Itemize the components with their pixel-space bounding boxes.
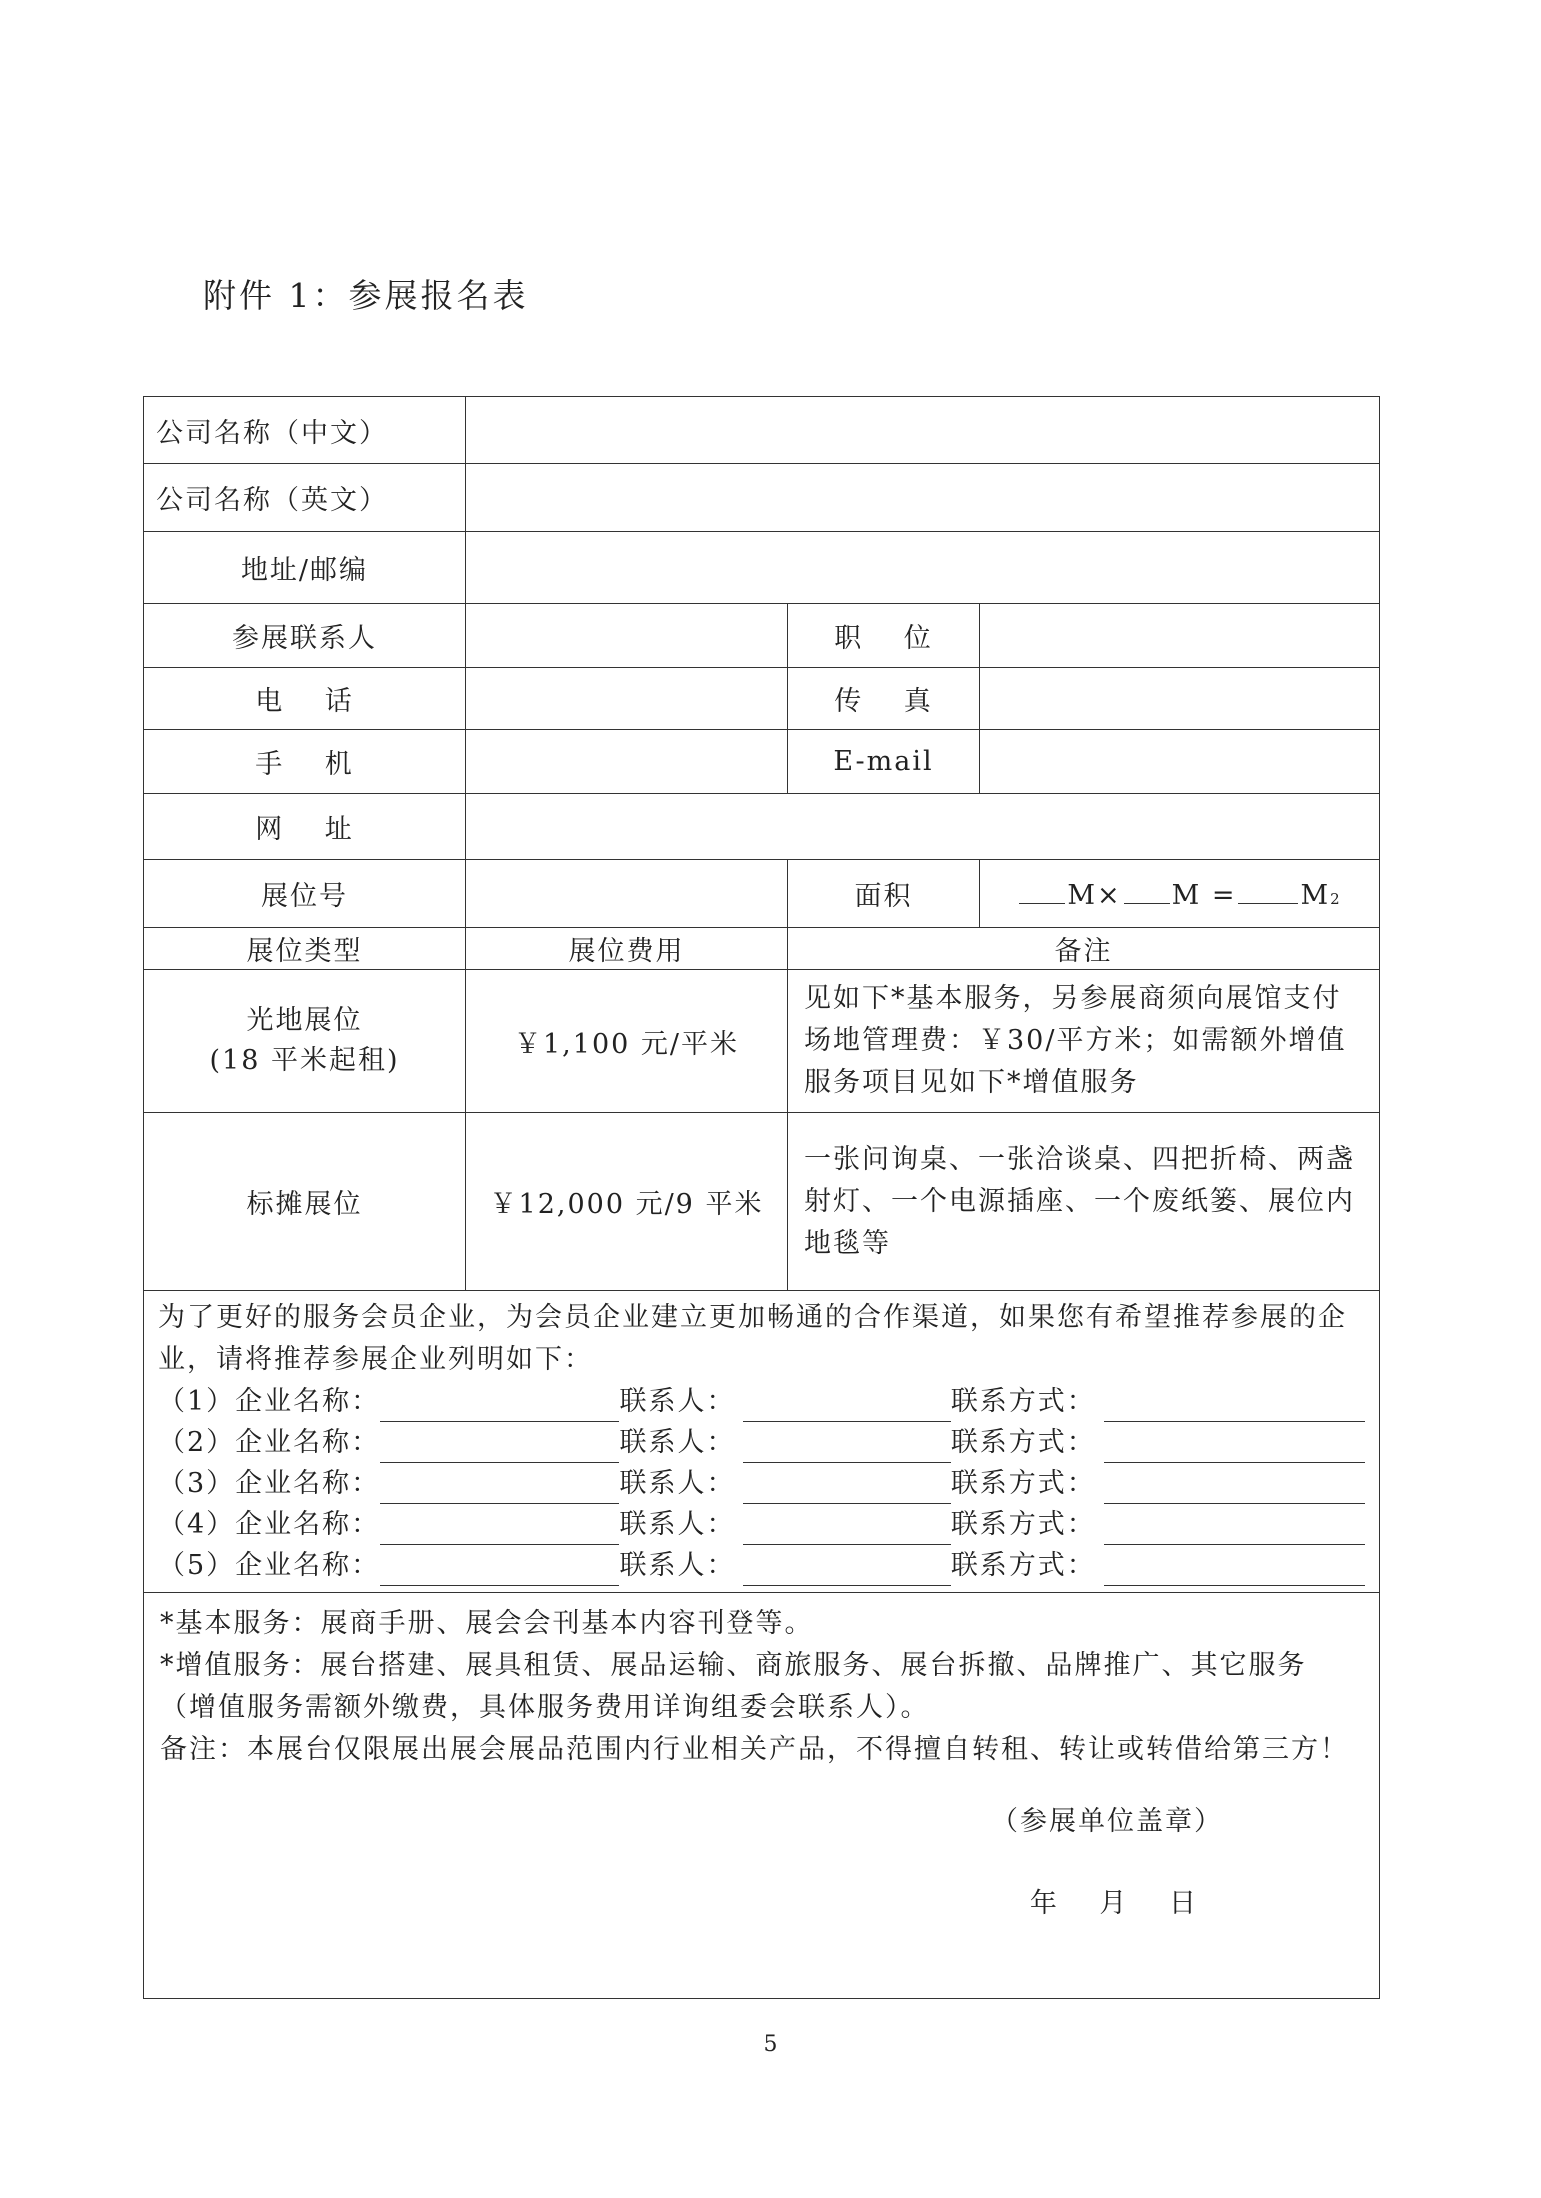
label-booth-no: 展位号	[144, 860, 466, 928]
recommend-company-field[interactable]	[380, 1514, 619, 1545]
fee-header-remark: 备注	[788, 928, 1380, 970]
field-company-cn[interactable]	[466, 397, 1380, 464]
field-area[interactable]	[980, 860, 1380, 928]
recommend-item-4	[158, 1504, 1365, 1545]
recommend-contact-label: 联系人：	[619, 1550, 736, 1581]
field-contact[interactable]	[466, 604, 788, 668]
recommend-company-label: （5）企业名称：	[158, 1550, 381, 1581]
field-position[interactable]	[980, 604, 1380, 668]
fee-raw-type-name: 光地展位	[246, 1005, 363, 1036]
recommend-method-field[interactable]	[1104, 1432, 1365, 1463]
label-phone: 电 话	[144, 668, 466, 730]
recommend-method-field[interactable]	[1104, 1514, 1365, 1545]
label-position: 职 位	[788, 604, 980, 668]
page-number: 5	[763, 2032, 778, 2057]
recommend-contact-field[interactable]	[743, 1514, 950, 1545]
recommend-contact-field[interactable]	[743, 1432, 950, 1463]
area-blank-3[interactable]	[1238, 877, 1298, 904]
fee-standard-remark: 一张问询桌、一张洽谈桌、四把折椅、两盏射灯、一个电源插座、一个废纸篓、展位内地毯等	[788, 1113, 1380, 1291]
form-title: 附件 1：参展报名表	[203, 276, 529, 315]
fee-standard-type: 标摊展位	[144, 1113, 466, 1291]
area-m3: M	[1300, 879, 1331, 911]
note-remark: 备注：本展台仅限展出展会展品范围内行业相关产品，不得擅自转租、转让或转借给第三方！	[160, 1734, 1349, 1765]
fee-raw-price: ￥1,100 元/平米	[466, 970, 788, 1113]
label-company-en: 公司名称（英文）	[144, 464, 466, 532]
fee-raw-type	[144, 970, 466, 1113]
label-address: 地址/邮编	[144, 532, 466, 604]
recommend-intro: 为了更好的服务会员企业，为会员企业建立更加畅通的合作渠道，如果您有希望推荐参展的企业，请将推荐参展企业列明如下：	[158, 1302, 1347, 1375]
field-email[interactable]	[980, 730, 1380, 794]
field-company-en[interactable]	[466, 464, 1380, 532]
field-fax[interactable]	[980, 668, 1380, 730]
recommend-item-5	[158, 1545, 1365, 1586]
field-website[interactable]	[466, 794, 1380, 860]
recommend-method-label: 联系方式：	[950, 1427, 1096, 1458]
recommend-company-field[interactable]	[380, 1432, 619, 1463]
recommend-contact-label: 联系人：	[619, 1427, 736, 1458]
label-mobile: 手 机	[144, 730, 466, 794]
label-area: 面积	[788, 860, 980, 928]
recommend-company-field[interactable]	[380, 1555, 619, 1586]
recommend-contact-label: 联系人：	[619, 1386, 736, 1417]
recommend-method-label: 联系方式：	[950, 1386, 1096, 1417]
recommend-contact-field[interactable]	[743, 1391, 950, 1422]
fee-raw-remark: 见如下*基本服务，另参展商须向展馆支付场地管理费：￥30/平方米；如需额外增值服务项目见如下*增值服务	[788, 970, 1380, 1113]
note-basic-service: *基本服务：展商手册、展会会刊基本内容刊登等。	[160, 1608, 814, 1639]
label-contact: 参展联系人	[144, 604, 466, 668]
recommend-method-label: 联系方式：	[950, 1509, 1096, 1540]
fee-header-price: 展位费用	[466, 928, 788, 970]
label-email: E-mail	[788, 730, 980, 794]
field-booth-no[interactable]	[466, 860, 788, 928]
recommend-section	[144, 1291, 1380, 1593]
field-address[interactable]	[466, 532, 1380, 604]
recommend-item-1	[158, 1381, 1365, 1422]
recommend-method-field[interactable]	[1104, 1473, 1365, 1504]
recommend-contact-label: 联系人：	[619, 1509, 736, 1540]
area-superscript: 2	[1330, 889, 1342, 908]
label-company-cn: 公司名称（中文）	[144, 397, 466, 464]
field-phone[interactable]	[466, 668, 788, 730]
label-website: 网 址	[144, 794, 466, 860]
area-blank-2[interactable]	[1124, 877, 1170, 904]
recommend-method-label: 联系方式：	[950, 1468, 1096, 1499]
recommend-item-2	[158, 1422, 1365, 1463]
area-blank-1[interactable]	[1019, 877, 1065, 904]
area-m1: M×	[1067, 879, 1122, 911]
area-formula	[992, 877, 1367, 911]
recommend-contact-label: 联系人：	[619, 1468, 736, 1499]
recommend-method-field[interactable]	[1104, 1391, 1365, 1422]
recommend-company-field[interactable]	[380, 1473, 619, 1504]
recommend-company-label: （3）企业名称：	[158, 1468, 381, 1499]
recommend-method-field[interactable]	[1104, 1555, 1365, 1586]
stamp-label: （参展单位盖章）	[991, 1806, 1224, 1837]
fee-header-type: 展位类型	[144, 928, 466, 970]
recommend-contact-field[interactable]	[743, 1555, 950, 1586]
recommend-contact-field[interactable]	[743, 1473, 950, 1504]
recommend-company-label: （1）企业名称：	[158, 1386, 381, 1417]
fee-raw-type-note: (18 平米起租)	[209, 1045, 400, 1076]
recommend-item-3	[158, 1463, 1365, 1504]
fee-standard-price: ￥12,000 元/9 平米	[466, 1113, 788, 1291]
recommend-company-field[interactable]	[380, 1391, 619, 1422]
registration-form	[143, 396, 1380, 1999]
label-fax: 传 真	[788, 668, 980, 730]
area-m2: M =	[1171, 879, 1237, 911]
date-line: 年 月 日	[1029, 1888, 1199, 1919]
notes-section	[144, 1593, 1380, 1999]
recommend-company-label: （2）企业名称：	[158, 1427, 381, 1458]
note-value-added-service: *增值服务：展台搭建、展具租赁、展品运输、商旅服务、展台拆撤、品牌推广、其它服务（增值服务需额外缴费，具体服务费用详询组委会联系人）。	[160, 1650, 1307, 1723]
recommend-method-label: 联系方式：	[950, 1550, 1096, 1581]
recommend-company-label: （4）企业名称：	[158, 1509, 381, 1540]
field-mobile[interactable]	[466, 730, 788, 794]
